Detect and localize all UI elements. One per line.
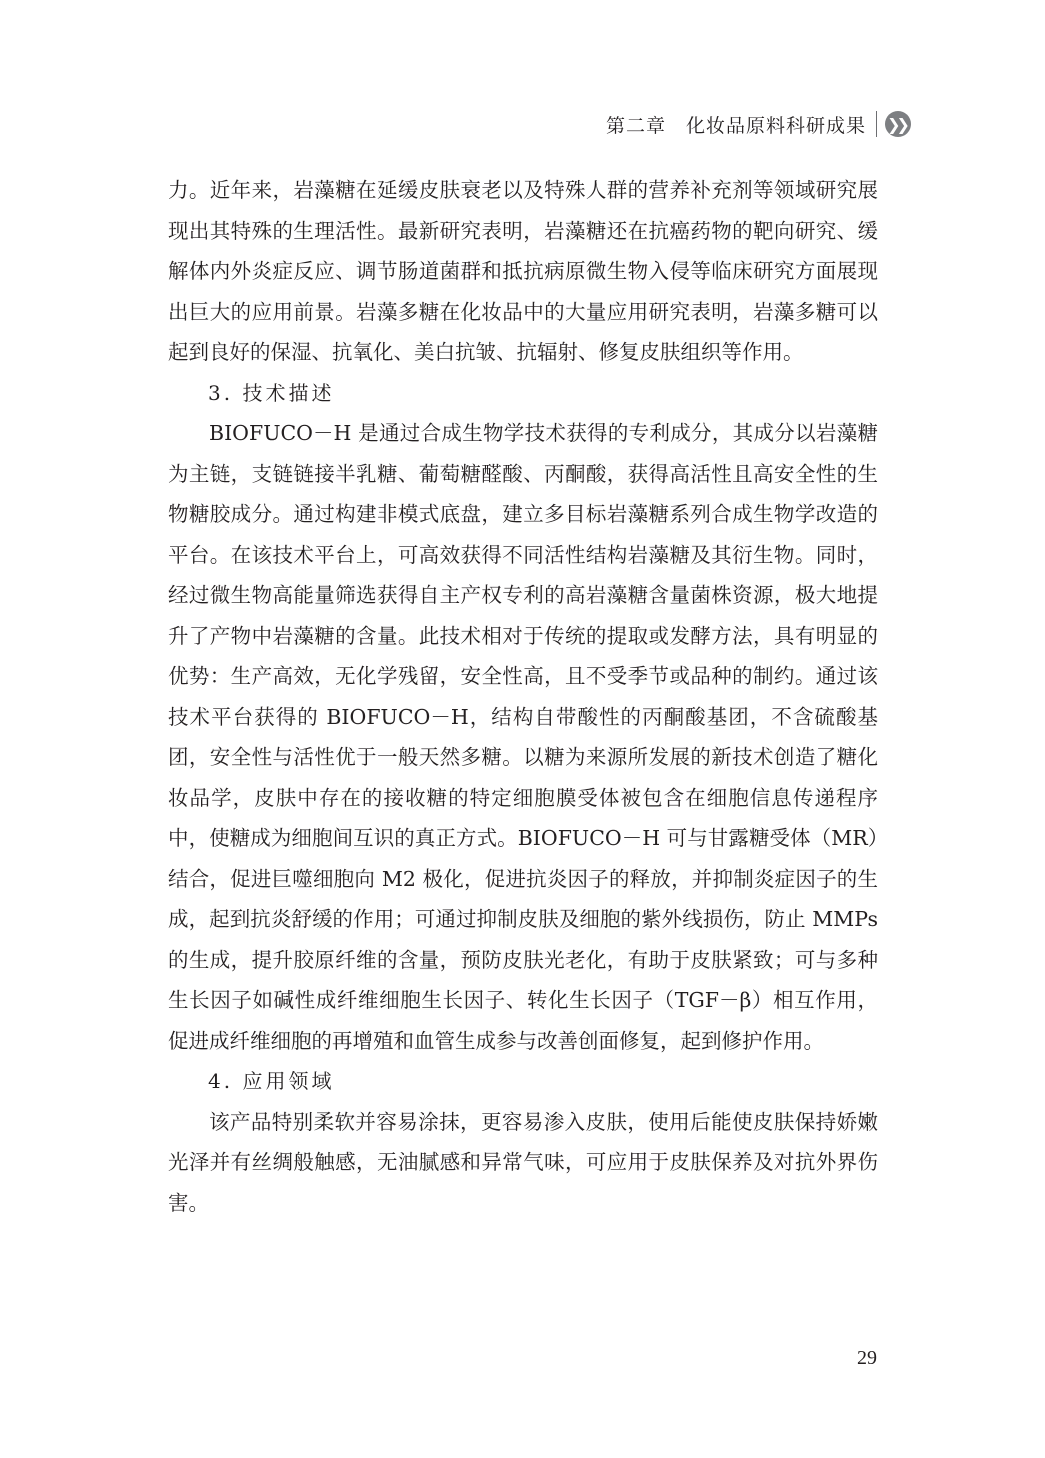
paragraph-application-field: 该产品特别柔软并容易涂抹，更容易渗入皮肤，使用后能使皮肤保持娇嫩光泽并有丝绸般触感，无油腻感和异常气味，可应用于皮肤保养及对抗外界伤害。 — [168, 1109, 878, 1215]
running-header — [606, 108, 911, 140]
section-heading-application-field: 4. 应用领域 — [208, 1069, 335, 1093]
page-number: 29 — [857, 1347, 877, 1369]
chapter-number: 第二章 — [605, 114, 666, 137]
paragraph-intro-continued: 力。近年来，岩藻糖在延缓皮肤衰老以及特殊人群的营养补充剂等领域研究展现出其特殊的生理活性。最新研究表明，岩藻糖还在抗癌药物的靶向研究、缓解体内外炎症反应、调节肠道菌群和抵抗病原微生物入侵等临床研究方面展现出巨大的应用前景。岩藻多糖在化妆品中的大量应用研究表明，岩藻多糖可以起到良好的保湿、抗氧化、美白抗皱、抗辐射、修复皮肤组织等作用。 — [168, 178, 878, 364]
page-body — [168, 170, 878, 1223]
section-heading-technical-description: 3. 技术描述 — [208, 380, 335, 405]
double-chevron-right-icon: ❯❯ — [885, 111, 911, 137]
header-divider — [876, 111, 877, 137]
chapter-title: 化妆品原料科研成果 — [685, 114, 866, 137]
paragraph-technical-description: BIOFUCO－H 是通过合成生物学技术获得的专利成分，其成分以岩藻糖为主链，支链链接半乳糖、葡萄糖醛酸、丙酮酸，获得高活性且高安全性的生物糖胶成分。通过构建非模式底盘，建立多目标岩藻糖系列合成生物学改造的平台。在该技术平台上，可高效获得不同活性结构岩藻糖及其衍生物。同时，经过微生物高能量筛选获得自主产权专利的高岩藻糖含量菌株资源，极大地提升了产物中岩藻糖的含量。此技术相对于传统的提取或发酵方法，具有明显的优势：生产高效，无化学残留，安全性高，且不受季节或品种的制约。通过该技术平台获得的 BIOFUCO－H，结构自带酸性的丙酮酸基团，不含硫酸基团，安全性与活性优于一般天然多糖。以糖为来源所发展的新技术创造了糖化妆品学，皮肤中存在的接收糖的特定细胞膜受体被包含在细胞信息传递程序中，使糖成为细胞间互识的真正方式。BIOFUCO－H 可与甘露糖受体（MR）结合，促进巨噬细胞向 M2 极化，促进抗炎因子的释放，并抑制炎症因子的生成，起到抗炎舒缓的作用；可通过抑制皮肤及细胞的紫外线损伤，防止 MMPs 的生成，提升胶原纤维的含量，预防皮肤光老化，有助于皮肤紧致；可与多种生长因子如碱性成纤维细胞生长因子、转化生长因子（TGF－β）相互作用，促进成纤维细胞的再增殖和血管生成参与改善创面修复，起到修护作用。 — [168, 421, 878, 1053]
